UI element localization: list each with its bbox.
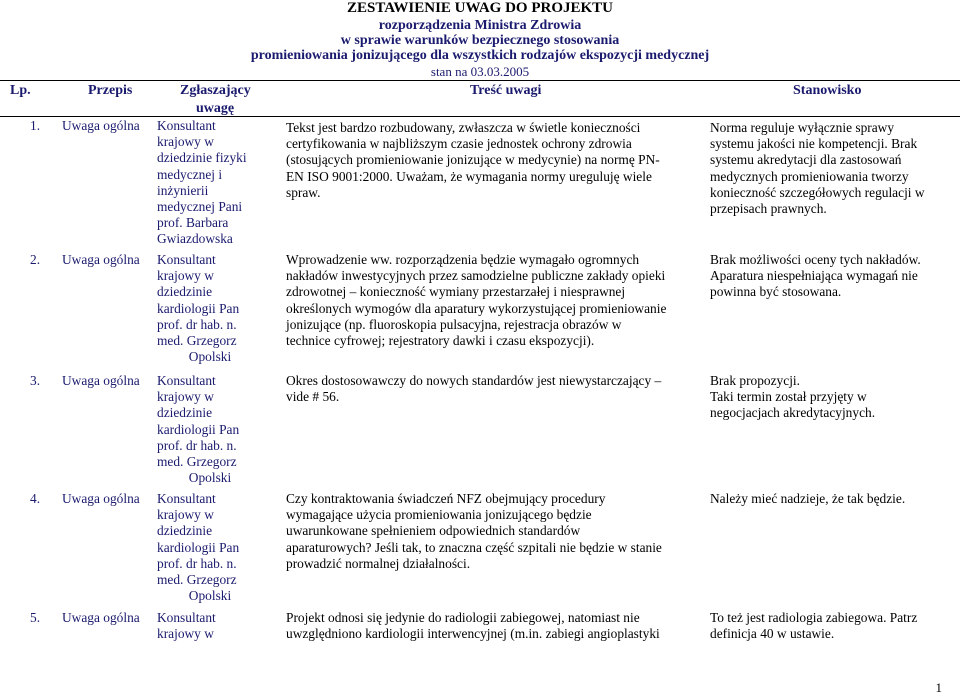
row-zglaszajacy: Konsultant krajowy w dziedzinie kardiologii Pan prof. dr hab. n. med. Grzegorz Opolski: [157, 252, 240, 365]
row-stanowisko: Należy mieć nadzieje, że tak będzie.: [710, 491, 906, 506]
row-zglaszajacy: Konsultant krajowy w dziedzinie fizyki medycznej i inżynierii medycznej Pani prof. Barbara Gwiazdowska: [157, 118, 247, 247]
row-przepis: Uwaga ogólna: [62, 491, 140, 506]
row-przepis: Uwaga ogólna: [62, 610, 140, 625]
column-header-lp: Lp.: [10, 83, 31, 98]
column-header-zglaszajacy-2: uwagę: [196, 101, 235, 116]
row-stanowisko: Brak możliwości oceny tych nakładów. Aparatura niespełniająca wymagań nie powinna być stosowana.: [710, 252, 921, 300]
row-lp: 2.: [30, 252, 41, 267]
row-lp: 1.: [30, 118, 41, 133]
row-tresc: Wprowadzenie ww. rozporządzenia będzie wymagało ogromnych nakładów inwestycyjnych przez samodzielne publiczne zakłady opieki zdrowotnej – konieczność wymiany przestarzałej i niesprawnej określonych wymogów dla aparatury wykorzystującej promieniowanie jonizujące (np. fluoroskopia pulsacyjna, rejestracja obrazów w technice cyfrowej; rejestratory dawki i czasu ekspozycji).: [286, 252, 667, 349]
row-stanowisko: Norma reguluje wyłącznie sprawy systemu jakości nie kompetencji. Brak systemu akredytacji dla zastosowań medycznych promieniowania tworzy konieczność szczegółowych regulacji w przepisach prawnych.: [710, 120, 925, 217]
row-tresc: Tekst jest bardzo rozbudowany, zwłaszcza w świetle konieczności certyfikowania w najbliższym czasie jednostek ochrony zdrowia (stosujących promieniowanie jonizujące w medycynie) na normę PN- EN ISO 9001:2000. Uważam, że wymagania normy ureguluję wiele spraw.: [286, 120, 660, 200]
column-header-tresc: Treść uwagi: [470, 83, 542, 98]
column-header-stanowisko: Stanowisko: [793, 83, 862, 98]
page-number: 1: [935, 680, 942, 695]
row-zglaszajacy: Konsultant krajowy w dziedzinie kardiologii Pan prof. dr hab. n. med. Grzegorz Opolski: [157, 373, 240, 486]
row-lp: 5.: [30, 610, 41, 625]
row-zglaszajacy: Konsultant krajowy w dziedzinie kardiologii Pan prof. dr hab. n. med. Grzegorz Opolski: [157, 491, 240, 604]
row-przepis: Uwaga ogólna: [62, 118, 140, 133]
document-subtitle-line-1: rozporządzenia Ministra Zdrowia: [378, 18, 582, 33]
row-stanowisko: To też jest radiologia zabiegowa. Patrz definicja 40 w ustawie.: [710, 610, 918, 642]
document-subtitle-line-3: promieniowania jonizującego dla wszystkich rodzajów ekspozycji medycznej: [250, 48, 710, 63]
row-zglaszajacy: Konsultant krajowy w: [157, 610, 216, 642]
document-title: ZESTAWIENIE UWAG DO PROJEKTU: [346, 0, 614, 16]
column-header-zglaszajacy-1: Zgłaszający: [180, 83, 251, 98]
header-top-rule: [0, 80, 960, 81]
row-przepis: Uwaga ogólna: [62, 252, 140, 267]
row-lp: 3.: [30, 373, 41, 388]
document-date: stan na 03.03.2005: [430, 64, 530, 79]
row-tresc: Projekt odnosi się jedynie do radiologii zabiegowej, natomiast nie uwzględniono kardiologii interwencyjnej (m.in. zabiegi angioplastyki: [286, 610, 660, 642]
row-przepis: Uwaga ogólna: [62, 373, 140, 388]
row-stanowisko: Brak propozycji. Taki termin został przyjęty w negocjacjach akredytacyjnych.: [710, 373, 876, 421]
row-tresc: Okres dostosowawczy do nowych standardów jest niewystarczający – vide # 56.: [286, 373, 662, 405]
row-tresc: Czy kontraktowania świadczeń NFZ obejmujący procedury wymagające użycia promieniowania jonizującego będzie uwarunkowane spełnieniem odpowiednich standardów aparaturowych? Jeśli tak, to znaczna część szpitali nie będzie w stanie prowadzić normalnej działalności.: [286, 491, 662, 571]
header-bottom-rule: [0, 116, 960, 117]
column-header-przepis: Przepis: [88, 83, 133, 98]
document-subtitle-line-2: w sprawie warunków bezpiecznego stosowania: [340, 33, 620, 48]
row-lp: 4.: [30, 491, 41, 506]
